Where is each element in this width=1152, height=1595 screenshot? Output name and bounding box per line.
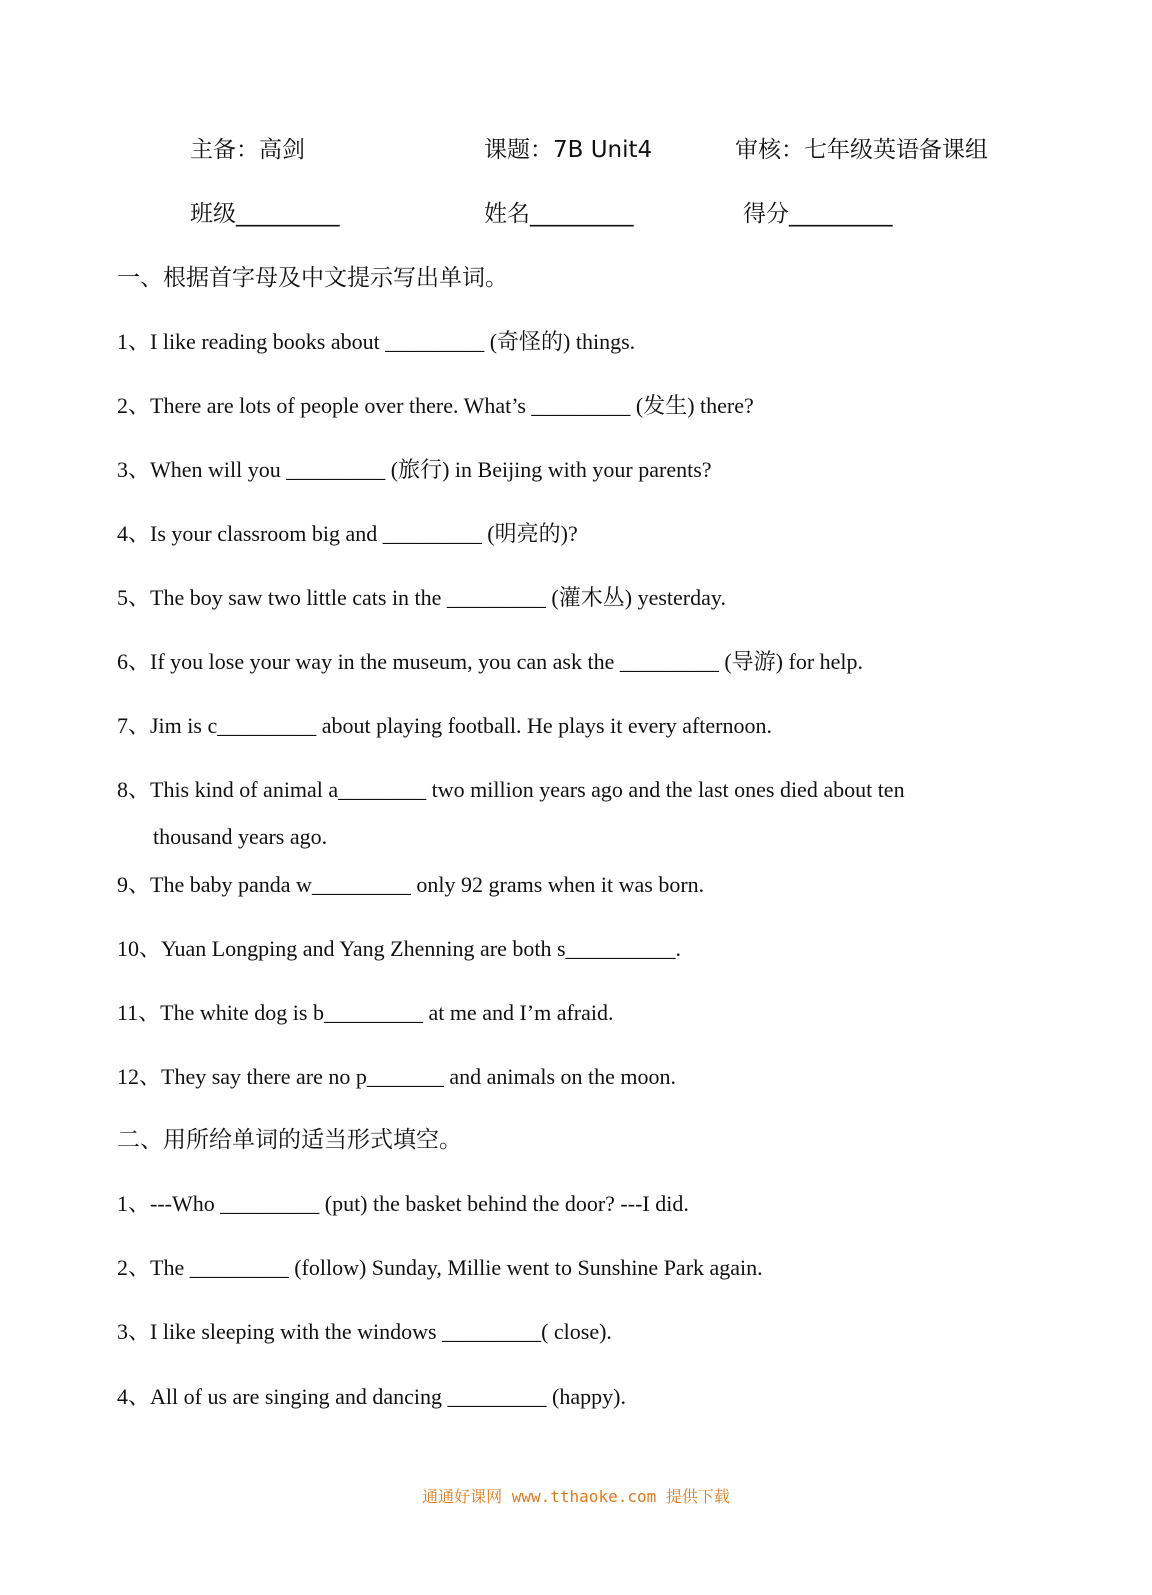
- s1-question-4: 4、Is your classroom big and _________ (明亮的)?: [117, 521, 578, 546]
- s1-question-8-continued: thousand years ago.: [153, 824, 328, 849]
- s1-question-1: 1、I like reading books about _________ (奇怪的) things.: [117, 329, 636, 354]
- s1-question-12: 12、They say there are no p_______ and animals on the moon.: [117, 1064, 677, 1089]
- s1-question-3: 3、When will you _________ (旅行) in Beijing with your parents?: [117, 457, 712, 482]
- topic-label: 课题：7B Unit4: [484, 137, 653, 163]
- s2-question-4: 4、All of us are singing and dancing _________ (happy).: [117, 1384, 626, 1409]
- section1-title: 一、根据首字母及中文提示写出单词。: [117, 265, 508, 291]
- s1-question-7: 7、Jim is c_________ about playing football. He plays it every afternoon.: [117, 713, 772, 738]
- s1-question-9: 9、The baby panda w_________ only 92 grams when it was born.: [117, 872, 705, 897]
- s1-question-8: 8、This kind of animal a________ two million years ago and the last ones died about ten: [117, 777, 905, 802]
- footer-download-text: 通通好课网 www.tthaoke.com 提供下载: [422, 1487, 730, 1506]
- score-field[interactable]: 得分_________: [743, 201, 893, 227]
- preparer-label: 主备：高剑: [190, 137, 305, 163]
- s1-question-10: 10、Yuan Longping and Yang Zhenning are both s__________.: [117, 936, 682, 961]
- reviewer-label: 审核：七年级英语备课组: [735, 137, 988, 163]
- s1-question-11: 11、The white dog is b_________ at me and I’m afraid.: [117, 1000, 614, 1025]
- s1-question-2: 2、There are lots of people over there. What’s _________ (发生) there?: [117, 393, 754, 418]
- s1-question-6: 6、If you lose your way in the museum, you can ask the _________ (导游) for help.: [117, 649, 864, 674]
- s1-question-5: 5、The boy saw two little cats in the _________ (灌木丛) yesterday.: [117, 585, 726, 610]
- section2-title: 二、用所给单词的适当形式填空。: [117, 1127, 462, 1153]
- class-field[interactable]: 班级_________: [190, 201, 340, 227]
- s2-question-3: 3、I like sleeping with the windows _________( close).: [117, 1319, 612, 1344]
- name-field[interactable]: 姓名_________: [484, 201, 634, 227]
- s2-question-1: 1、---Who _________ (put) the basket behind the door? ---I did.: [117, 1191, 689, 1216]
- s2-question-2: 2、The _________ (follow) Sunday, Millie went to Sunshine Park again.: [117, 1255, 763, 1280]
